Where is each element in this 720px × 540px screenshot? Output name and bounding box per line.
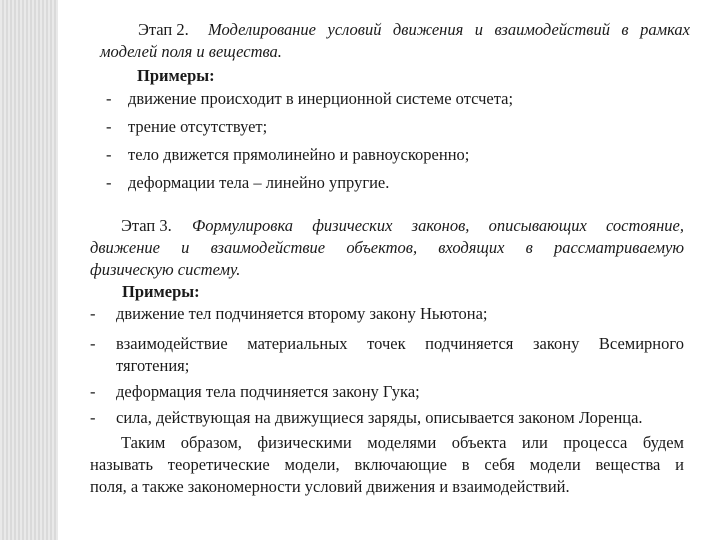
stage2-item-1: движение происходит в инерционной системе отсчета;	[128, 89, 514, 108]
stage2-item-dash: -	[106, 145, 112, 164]
stage3-label: Этап 3.	[121, 216, 172, 235]
stage3-item-2-line2: тяготения;	[116, 356, 190, 375]
stage2-item-dash: -	[106, 173, 112, 192]
stage3-item-dash: -	[90, 334, 96, 353]
stage3-title-line2: движение и взаимодействие объектов, входящих в рассматриваемую	[90, 238, 684, 257]
stage2-examples-label: Примеры:	[137, 66, 215, 85]
stage3-item-4: сила, действующая на движущиеся заряды, описывается законом Лоренца.	[116, 408, 643, 427]
stage2-item-dash: -	[106, 117, 112, 136]
stage3-title-line1: Формулировка физических законов, описывающих состояние,	[192, 216, 684, 235]
stage2-title-line2: моделей поля и вещества.	[100, 42, 282, 61]
conclusion-line1: Таким образом, физическими моделями объекта или процесса будем	[121, 433, 684, 452]
stage3-title-line3: физическую систему.	[90, 260, 241, 279]
stage2-item-2: трение отсутствует;	[128, 117, 268, 136]
stage2-item-3: тело движется прямолинейно и равноускоренно;	[128, 145, 470, 164]
stage3-item-1: движение тел подчиняется второму закону Ньютона;	[116, 304, 488, 323]
stage3-item-dash: -	[90, 382, 96, 401]
conclusion-line2: называть теоретические модели, включающие в себя модели вещества и	[90, 455, 684, 474]
stage2-title-line1: Моделирование условий движения и взаимодействий в рамках	[208, 20, 690, 39]
stage3-item-3: деформация тела подчиняется закону Гука;	[116, 382, 420, 401]
stage3-examples-label: Примеры:	[122, 282, 200, 301]
conclusion-line3: поля, а также закономерности условий движения и взаимодействий.	[90, 477, 570, 496]
stage3-item-dash: -	[90, 304, 96, 323]
stage2-item-dash: -	[106, 89, 112, 108]
stage2-item-4: деформации тела – линейно упругие.	[128, 173, 390, 192]
stage3-item-dash: -	[90, 408, 96, 427]
stage2-label: Этап 2.	[138, 20, 189, 39]
stage3-item-2-line1: взаимодействие материальных точек подчиняется закону Всемирного	[116, 334, 684, 353]
